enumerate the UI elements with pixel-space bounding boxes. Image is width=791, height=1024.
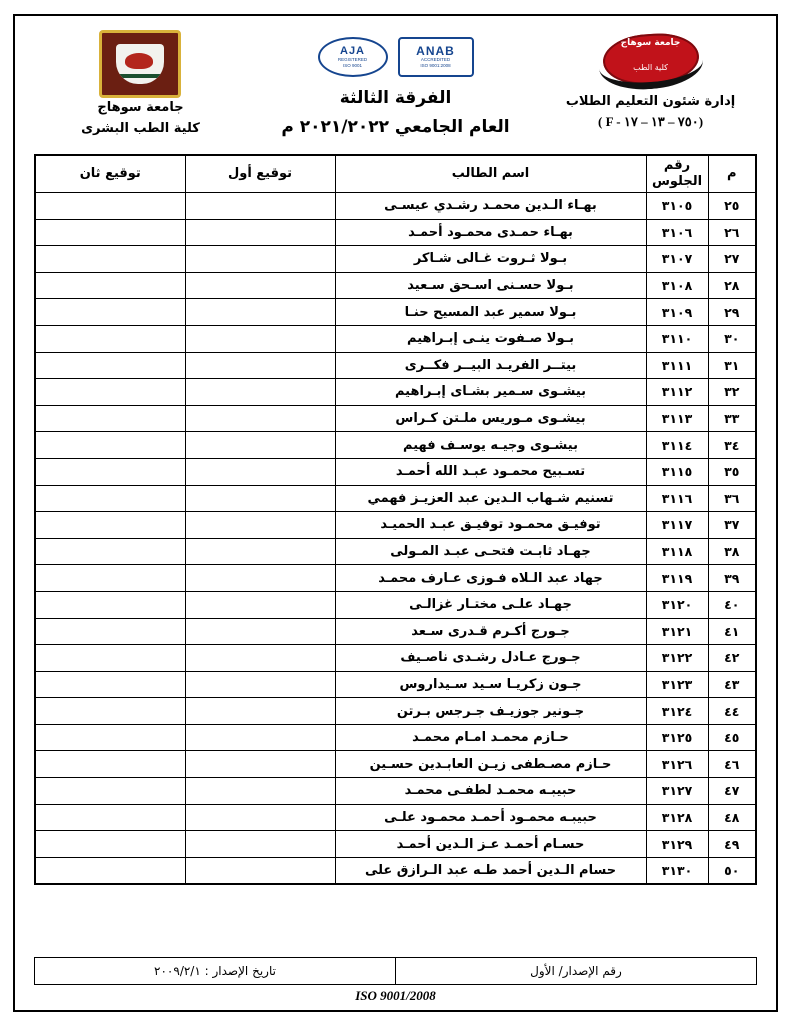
- cell-signature-first[interactable]: [185, 432, 335, 459]
- students-table-wrap: [34, 154, 757, 951]
- cell-signature-second[interactable]: [35, 219, 185, 246]
- cell-signature-second[interactable]: [35, 246, 185, 273]
- cell-signature-first[interactable]: [185, 751, 335, 778]
- cell-student-name: توفيـق محمـود توفيـق عبـد الحميـد: [335, 512, 646, 539]
- cell-index: ٣٨: [708, 538, 756, 565]
- admin-department-line: إدارة شئون التعليم الطلاب: [565, 94, 736, 109]
- anab-line2: ISO 9001:2008: [420, 63, 451, 68]
- cell-seat-number: ٣١٢٣: [646, 671, 708, 698]
- table-row: [35, 458, 756, 485]
- table-row: [35, 485, 756, 512]
- cell-seat-number: ٣١٢٩: [646, 831, 708, 858]
- cell-index: ٣٩: [708, 565, 756, 592]
- cell-seat-number: ٣١٠٨: [646, 272, 708, 299]
- document-header: [34, 30, 757, 148]
- cell-index: ٣٧: [708, 512, 756, 539]
- table-row: [35, 325, 756, 352]
- table-row: [35, 751, 756, 778]
- cell-signature-second[interactable]: [35, 857, 185, 884]
- cell-index: ٤٩: [708, 831, 756, 858]
- table-row: [35, 804, 756, 831]
- cell-seat-number: ٣١٢٦: [646, 751, 708, 778]
- table-row: [35, 591, 756, 618]
- table-row: [35, 352, 756, 379]
- students-table: [34, 154, 757, 885]
- cell-student-name: جهـاد علـى مختـار غزالـى: [335, 591, 646, 618]
- cell-signature-second[interactable]: [35, 591, 185, 618]
- students-table-body: [35, 193, 756, 885]
- cell-seat-number: ٣١١٧: [646, 512, 708, 539]
- cell-student-name: بيتــر الفريـد البيــر فكــرى: [335, 352, 646, 379]
- cell-student-name: حسـام أحمـد عـز الـدين أحمـد: [335, 831, 646, 858]
- cell-signature-second[interactable]: [35, 272, 185, 299]
- table-row: [35, 405, 756, 432]
- cell-signature-first[interactable]: [185, 405, 335, 432]
- cell-seat-number: ٣١١٩: [646, 565, 708, 592]
- cell-seat-number: ٣١١١: [646, 352, 708, 379]
- table-row: [35, 193, 756, 220]
- cell-signature-second[interactable]: [35, 538, 185, 565]
- cell-signature-second[interactable]: [35, 778, 185, 805]
- cell-signature-second[interactable]: [35, 698, 185, 725]
- cell-signature-second[interactable]: [35, 379, 185, 406]
- document-footer: [34, 957, 757, 1004]
- cell-index: ٤٨: [708, 804, 756, 831]
- cell-signature-first[interactable]: [185, 804, 335, 831]
- footer-issue-number: رقم الإصدار/ الأول: [396, 958, 757, 985]
- cell-seat-number: ٣١٠٦: [646, 219, 708, 246]
- cell-signature-second[interactable]: [35, 352, 185, 379]
- page-title: الفرقة الثالثة: [339, 88, 452, 108]
- cell-signature-first[interactable]: [185, 724, 335, 751]
- anab-code: ANAB: [416, 44, 455, 59]
- cell-seat-number: ٣١٣٠: [646, 857, 708, 884]
- university-name-line: جامعة سوهاج: [97, 100, 184, 115]
- cell-index: ٤٠: [708, 591, 756, 618]
- table-row: [35, 272, 756, 299]
- cell-student-name: بـولا ثـروت غـالى شـاكر: [335, 246, 646, 273]
- table-row: [35, 219, 756, 246]
- cell-index: ٣٢: [708, 379, 756, 406]
- aja-line1: REGISTERED: [337, 56, 368, 62]
- logo-text-bottom: كلية الطب: [633, 63, 668, 72]
- cell-index: ٢٨: [708, 272, 756, 299]
- cell-index: ٤٦: [708, 751, 756, 778]
- table-row: [35, 246, 756, 273]
- cell-index: ٤٢: [708, 645, 756, 672]
- cell-signature-second[interactable]: [35, 405, 185, 432]
- cell-signature-first[interactable]: [185, 857, 335, 884]
- cell-seat-number: ٣١١٥: [646, 458, 708, 485]
- cell-signature-first[interactable]: [185, 591, 335, 618]
- certification-marks: [318, 36, 474, 78]
- cell-index: ٣٠: [708, 325, 756, 352]
- cell-signature-first[interactable]: [185, 698, 335, 725]
- cell-signature-first[interactable]: [185, 193, 335, 220]
- footer-table: [34, 957, 757, 985]
- form-code-line: ( F - ٧٥٠ – ١٣ – ١٧): [597, 113, 704, 129]
- table-row: [35, 512, 756, 539]
- cell-student-name: حسام الـدين أحمد طـه عبد الـرازق على: [335, 857, 646, 884]
- table-row: [35, 671, 756, 698]
- cell-signature-second[interactable]: [35, 512, 185, 539]
- cell-index: ٢٥: [708, 193, 756, 220]
- cell-seat-number: ٣١٢٨: [646, 804, 708, 831]
- header-center-block: [247, 30, 544, 142]
- cell-student-name: تسنيم شـهاب الـدين عبد العزيـز فهمي: [335, 485, 646, 512]
- cell-student-name: بيشـوى وجيـه يوسـف فهيم: [335, 432, 646, 459]
- column-header-seat-number: رقم الجلوس: [646, 155, 708, 193]
- cell-seat-number: ٣١١٠: [646, 325, 708, 352]
- cell-index: ٤١: [708, 618, 756, 645]
- cell-index: ٢٦: [708, 219, 756, 246]
- table-row: [35, 645, 756, 672]
- cell-seat-number: ٣١٠٧: [646, 246, 708, 273]
- cell-signature-first[interactable]: [185, 671, 335, 698]
- header-left-block: [34, 30, 247, 140]
- cell-student-name: بيشـوى سـمير بشـاى إبـراهيم: [335, 379, 646, 406]
- table-row: [35, 857, 756, 884]
- cell-signature-first[interactable]: [185, 831, 335, 858]
- cell-signature-second[interactable]: [35, 485, 185, 512]
- cell-student-name: جـونير جوزيـف جـرجس بـرتن: [335, 698, 646, 725]
- table-row: [35, 379, 756, 406]
- cell-student-name: بـولا حسـنى اسـحق سـعيد: [335, 272, 646, 299]
- cell-signature-second[interactable]: [35, 325, 185, 352]
- cell-student-name: تسـبيح محمـود عبـد الله أحمـد: [335, 458, 646, 485]
- table-row: [35, 724, 756, 751]
- cell-signature-first[interactable]: [185, 246, 335, 273]
- cell-seat-number: ٣١٢١: [646, 618, 708, 645]
- cell-index: ٢٧: [708, 246, 756, 273]
- cell-index: ٣٦: [708, 485, 756, 512]
- cell-student-name: حبيبـه محمـد لطفـى محمـد: [335, 778, 646, 805]
- cell-seat-number: ٣١٢٥: [646, 724, 708, 751]
- cell-signature-first[interactable]: [185, 618, 335, 645]
- cell-index: ٣١: [708, 352, 756, 379]
- cell-student-name: جـورج أكـرم قـدرى سـعد: [335, 618, 646, 645]
- cell-signature-second[interactable]: [35, 831, 185, 858]
- column-header-signature-first: توقيع أول: [185, 155, 335, 193]
- cell-signature-second[interactable]: [35, 804, 185, 831]
- cell-signature-second[interactable]: [35, 645, 185, 672]
- cell-signature-first[interactable]: [185, 512, 335, 539]
- cell-seat-number: ٣١٢٤: [646, 698, 708, 725]
- column-header-student-name: اسم الطالب: [335, 155, 646, 193]
- table-row: [35, 698, 756, 725]
- cell-signature-second[interactable]: [35, 618, 185, 645]
- cell-seat-number: ٣١٠٥: [646, 193, 708, 220]
- academic-year-subtitle: العام الجامعي ٢٠٢١/٢٠٢٢ م: [281, 116, 510, 137]
- cell-signature-first[interactable]: [185, 379, 335, 406]
- table-row: [35, 778, 756, 805]
- cell-seat-number: ٣١١٢: [646, 379, 708, 406]
- faculty-name-line: كلية الطب البشرى: [81, 120, 200, 136]
- cell-student-name: جـون زكريـا سـيد سـيداروس: [335, 671, 646, 698]
- cell-student-name: جهاد عبد الـلاه فـوزى عـارف محمـد: [335, 565, 646, 592]
- cell-index: ٤٧: [708, 778, 756, 805]
- footer-issue-date: تاريخ الإصدار : ٢٠٠٩/٢/١: [35, 958, 396, 985]
- cell-student-name: بهـاء حمـدى محمـود أحمـد: [335, 219, 646, 246]
- cell-student-name: بيشـوى مـوريس ملـتن كـراس: [335, 405, 646, 432]
- cell-index: ٣٣: [708, 405, 756, 432]
- cell-index: ٤٤: [708, 698, 756, 725]
- column-header-signature-second: توقيع ثان: [35, 155, 185, 193]
- table-row: [35, 299, 756, 326]
- aja-code: AJA: [340, 44, 366, 57]
- cell-seat-number: ٣١١٨: [646, 538, 708, 565]
- cell-signature-second[interactable]: [35, 458, 185, 485]
- cell-student-name: حـازم مصـطفى زيـن العابـدين حسـين: [335, 751, 646, 778]
- footer-iso-label: ISO 9001/2008: [355, 988, 436, 1003]
- suez-university-logo-icon: [597, 30, 705, 92]
- column-header-index: م: [708, 155, 756, 193]
- cell-student-name: بهـاء الـدين محمـد رشـدي عيسـى: [335, 193, 646, 220]
- cell-index: ٤٣: [708, 671, 756, 698]
- cell-signature-second[interactable]: [35, 432, 185, 459]
- cell-signature-first[interactable]: [185, 325, 335, 352]
- cell-index: ٣٥: [708, 458, 756, 485]
- cell-signature-first[interactable]: [185, 565, 335, 592]
- cell-signature-second[interactable]: [35, 724, 185, 751]
- anab-certification-icon: [398, 37, 474, 77]
- cell-seat-number: ٣١١٤: [646, 432, 708, 459]
- anab-line1: ACCREDITED: [420, 57, 451, 63]
- cell-seat-number: ٣١٢٢: [646, 645, 708, 672]
- cell-student-name: بـولا سمير عبد المسيح حنـا: [335, 299, 646, 326]
- table-row: [35, 538, 756, 565]
- cell-seat-number: ٣١١٣: [646, 405, 708, 432]
- cell-seat-number: ٣١١٦: [646, 485, 708, 512]
- cell-index: ٢٩: [708, 299, 756, 326]
- cell-signature-first[interactable]: [185, 485, 335, 512]
- cell-signature-second[interactable]: [35, 193, 185, 220]
- cell-seat-number: ٣١٢٧: [646, 778, 708, 805]
- table-header-row: [35, 155, 756, 193]
- logo-text-top: جامعة سوهاج: [620, 38, 681, 48]
- table-row: [35, 565, 756, 592]
- cell-signature-first[interactable]: [185, 272, 335, 299]
- cell-student-name: حبيبـه محمـود أحمـد محمـود علـى: [335, 804, 646, 831]
- cell-signature-second[interactable]: [35, 565, 185, 592]
- cell-student-name: جـورج عـادل رشـدى ناصـيف: [335, 645, 646, 672]
- cell-student-name: حـازم محمـد امـام محمـد: [335, 724, 646, 751]
- header-right-block: [544, 30, 757, 131]
- cell-signature-second[interactable]: [35, 299, 185, 326]
- cell-seat-number: ٣١٢٠: [646, 591, 708, 618]
- cell-signature-first[interactable]: [185, 219, 335, 246]
- cell-signature-first[interactable]: [185, 299, 335, 326]
- faculty-of-medicine-logo-icon: [99, 30, 181, 98]
- cell-index: ٣٤: [708, 432, 756, 459]
- aja-certification-icon: [318, 37, 388, 77]
- cell-signature-first[interactable]: [185, 352, 335, 379]
- cell-student-name: جهـاد ثابـت فتحـى عبـد المـولى: [335, 538, 646, 565]
- cell-signature-first[interactable]: [185, 778, 335, 805]
- cell-index: ٥٠: [708, 857, 756, 884]
- table-row: [35, 618, 756, 645]
- cell-index: ٤٥: [708, 724, 756, 751]
- cell-signature-first[interactable]: [185, 458, 335, 485]
- cell-signature-second[interactable]: [35, 751, 185, 778]
- cell-seat-number: ٣١٠٩: [646, 299, 708, 326]
- cell-student-name: بـولا صـفوت ينـى إبـراهيم: [335, 325, 646, 352]
- cell-signature-second[interactable]: [35, 671, 185, 698]
- table-row: [35, 432, 756, 459]
- cell-signature-first[interactable]: [185, 538, 335, 565]
- table-row: [35, 831, 756, 858]
- aja-line2: ISO 9001: [343, 62, 363, 68]
- cell-signature-first[interactable]: [185, 645, 335, 672]
